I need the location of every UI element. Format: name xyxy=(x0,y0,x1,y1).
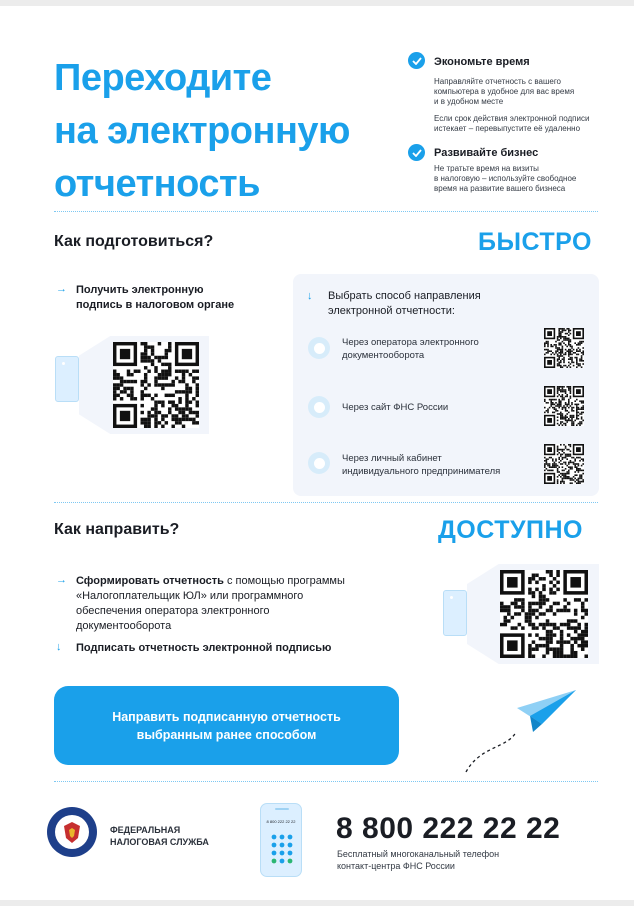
section-badge: ДОСТУПНО xyxy=(438,516,583,544)
arrow-right-icon: → xyxy=(56,283,67,295)
section-heading: Как подготовиться? xyxy=(54,233,214,250)
qr-code[interactable] xyxy=(500,570,588,658)
org-line: НАЛОГОВАЯ СЛУЖБА xyxy=(110,837,209,847)
hotline-number[interactable]: 8 800 222 22 22 xyxy=(336,812,561,845)
phone-screen-number: 8 800 222 22 22 xyxy=(266,819,296,824)
option-line: документооборота xyxy=(342,350,425,361)
step-text xyxy=(76,574,396,634)
benefit-note xyxy=(434,114,624,134)
button-line: Направить подписанную отчетность xyxy=(112,709,341,724)
check-icon xyxy=(408,52,425,69)
step-line: Выбрать способ направления xyxy=(328,290,481,302)
benefit-line: время на развитие вашего бизнеса xyxy=(434,184,566,193)
arrow-down-icon: ↓ xyxy=(56,641,62,653)
phone-icon xyxy=(55,356,79,402)
option-radio[interactable] xyxy=(308,337,330,359)
option-line: Через личный кабинет xyxy=(342,453,442,464)
benefit-line: Если срок действия электронной подписи xyxy=(434,114,590,123)
step-rest: с помощью программы xyxy=(223,575,345,587)
qr-code[interactable] xyxy=(544,444,584,484)
divider xyxy=(54,781,598,782)
qr-code[interactable] xyxy=(544,386,584,426)
step-bold: Сформировать отчетность xyxy=(76,575,224,587)
qr-code[interactable] xyxy=(544,328,584,368)
qr-code[interactable] xyxy=(113,342,199,428)
option-label xyxy=(342,336,479,362)
hotline-description xyxy=(337,848,499,872)
option-label xyxy=(342,401,448,414)
step-text xyxy=(76,283,234,313)
page-title xyxy=(54,52,414,211)
org-line: ФЕДЕРАЛЬНАЯ xyxy=(110,825,181,835)
title-line-1: Переходите xyxy=(54,57,272,99)
benefit-line: и в удобном месте xyxy=(434,97,504,106)
divider xyxy=(54,502,598,503)
benefit-line: Направляйте отчетность с вашего xyxy=(434,77,562,86)
benefit-text xyxy=(434,164,624,194)
benefit-line: истекает – перевыпустите её удаленно xyxy=(434,124,581,133)
option-line: Через сайт ФНС России xyxy=(342,402,449,413)
choose-text xyxy=(328,289,481,319)
fns-emblem xyxy=(46,806,98,858)
step-line: Получить электронную xyxy=(76,284,204,296)
section-badge: БЫСТРО xyxy=(478,228,592,256)
hotline-line: Бесплатный многоканальный телефон xyxy=(337,849,500,859)
divider xyxy=(54,211,598,212)
step-line: «Налогоплательщик ЮЛ» или программного xyxy=(76,590,304,602)
step-text: Подписать отчетность электронной подписью xyxy=(76,642,332,654)
poster xyxy=(0,6,634,900)
keypad-icon xyxy=(271,834,293,864)
step-line: документооборота xyxy=(76,620,172,632)
benefit-text xyxy=(434,77,624,107)
benefit-line: компьютера в удобное для вас время xyxy=(434,87,575,96)
step-line: обеспечения оператора электронного xyxy=(76,605,270,617)
phone-icon xyxy=(260,803,302,877)
paper-plane-icon xyxy=(460,688,580,778)
title-line-2: на электронную xyxy=(54,110,350,152)
send-report-button[interactable] xyxy=(54,686,399,765)
option-line: Через оператора электронного xyxy=(342,337,479,348)
benefit-line: Не тратьте время на визиты xyxy=(434,164,539,173)
hotline-line: контакт-центра ФНС России xyxy=(337,861,455,871)
step-line: электронной отчетности: xyxy=(328,305,455,317)
arrow-right-icon: → xyxy=(56,574,67,586)
phone-speaker xyxy=(275,808,289,810)
benefit-heading: Развивайте бизнес xyxy=(434,147,539,159)
option-label xyxy=(342,452,500,478)
arrow-down-icon: ↓ xyxy=(307,290,313,302)
option-radio[interactable] xyxy=(308,396,330,418)
org-name xyxy=(110,824,209,848)
step-line: подпись в налоговом органе xyxy=(76,299,235,311)
check-icon xyxy=(408,144,425,161)
benefit-line: в налоговую – используйте свободное xyxy=(434,174,577,183)
option-radio[interactable] xyxy=(308,452,330,474)
option-line: индивидуального предпринимателя xyxy=(342,466,501,477)
step-line xyxy=(76,574,396,589)
benefit-heading: Экономьте время xyxy=(434,56,530,68)
section-heading: Как направить? xyxy=(54,521,180,538)
button-line: выбранным ранее способом xyxy=(136,727,317,742)
phone-icon xyxy=(443,590,467,636)
title-line-3: отчетность xyxy=(54,163,260,205)
